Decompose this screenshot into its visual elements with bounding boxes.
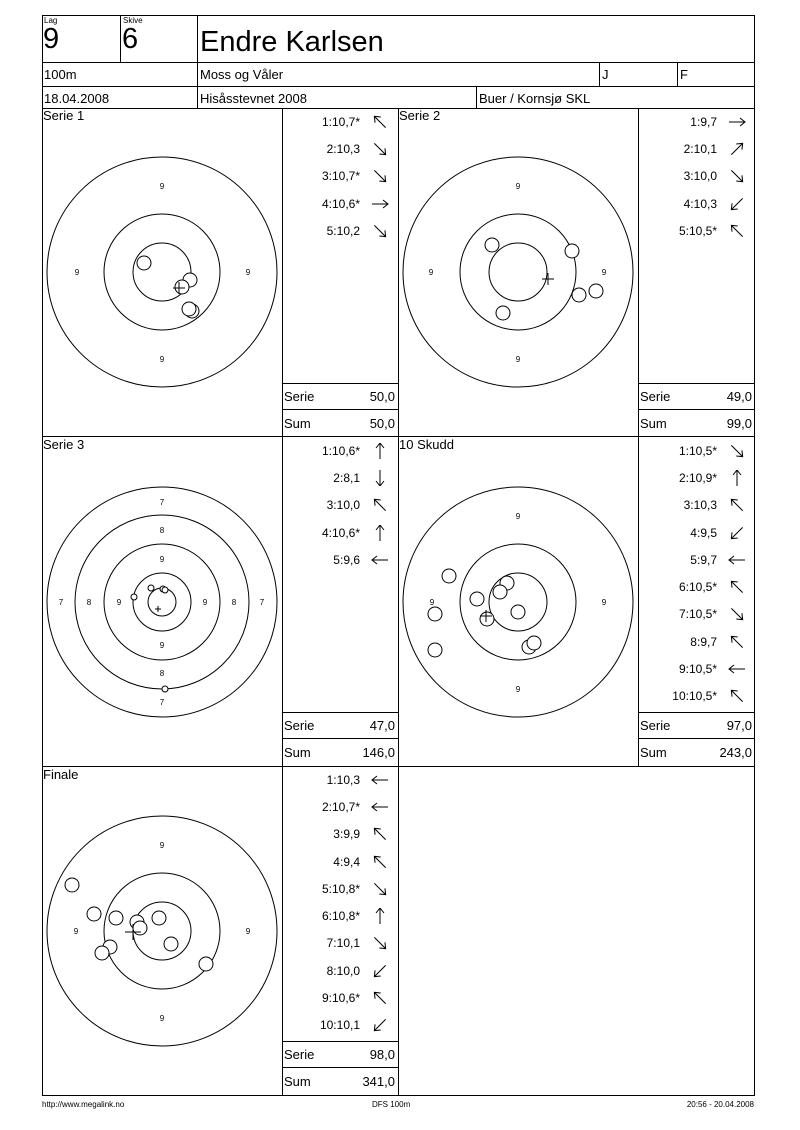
range: Buer / Kornsjø SKL: [479, 91, 591, 106]
direction-arrow-icon: [727, 470, 747, 486]
direction-arrow-icon: [370, 470, 390, 486]
direction-arrow-icon: [727, 661, 747, 677]
ring-label: 7: [159, 698, 165, 707]
shot-row: 9:10,5*: [638, 662, 755, 680]
shot-row: 1:9,7: [638, 115, 755, 133]
event: Hisåsstevnet 2008: [200, 91, 307, 106]
ring-label: 9: [116, 598, 122, 607]
footer-program: DFS 100m: [372, 1100, 411, 1109]
target-finale: [45, 814, 279, 1048]
direction-arrow-icon: [370, 497, 390, 513]
direction-arrow-icon: [727, 688, 747, 704]
shot-row: 5:9,7: [638, 553, 755, 571]
direction-arrow-icon: [370, 963, 390, 979]
sum-total: Sum 341,0: [284, 1074, 395, 1089]
ring-label: 9: [159, 355, 165, 364]
shot-row: 5:10,8*: [282, 882, 398, 900]
direction-arrow-icon: [370, 990, 390, 1006]
shot-hole: [164, 937, 178, 951]
totals-divider: [282, 409, 398, 410]
shot-hole: [428, 607, 442, 621]
shot-row: 5:10,5*: [638, 224, 755, 242]
ring-label: 9: [159, 841, 165, 850]
direction-arrow-icon: [727, 168, 747, 184]
shot-hole: [511, 605, 525, 619]
shot-row: 8:10,0: [282, 964, 398, 982]
ring-label: 8: [86, 598, 92, 607]
skive-label: Skive: [123, 16, 143, 25]
ring-label: 9: [74, 268, 80, 277]
sum-total: Sum 50,0: [284, 416, 395, 431]
direction-arrow-icon: [370, 141, 390, 157]
shot-hole: [572, 288, 586, 302]
shooter-name: Endre Karlsen: [200, 26, 384, 58]
direction-arrow-icon: [370, 881, 390, 897]
empty-area: [399, 767, 754, 1095]
panel-title: Serie 1: [43, 108, 85, 123]
ring-label: 9: [515, 685, 521, 694]
totals-divider: [638, 738, 755, 739]
serie-total: Serie 50,0: [284, 389, 395, 404]
shot-row: 2:10,7*: [282, 800, 398, 818]
ring-label: 8: [159, 526, 165, 535]
shot-row: 2:8,1: [282, 471, 398, 489]
shot-row: 5:9,6: [282, 553, 398, 571]
direction-arrow-icon: [370, 935, 390, 951]
shot-hole: [493, 585, 507, 599]
shot-row: 1:10,3: [282, 773, 398, 791]
totals-divider: [282, 1041, 398, 1042]
direction-arrow-icon: [370, 826, 390, 842]
shot-row: 4:10,6*: [282, 197, 398, 215]
shot-hole: [470, 592, 484, 606]
shot-row: 3:10,0: [638, 169, 755, 187]
direction-arrow-icon: [370, 114, 390, 130]
ring-label: 9: [515, 512, 521, 521]
shot-hole: [162, 587, 168, 593]
ring-label: 9: [601, 268, 607, 277]
totals-divider: [638, 712, 755, 713]
direction-arrow-icon: [727, 141, 747, 157]
panel-title: 10 Skudd: [399, 437, 454, 452]
skive-value: 6: [122, 23, 139, 55]
direction-arrow-icon: [727, 634, 747, 650]
direction-arrow-icon: [370, 525, 390, 541]
ring-label: 9: [159, 641, 165, 650]
shot-row: 10:10,1: [282, 1018, 398, 1036]
ring-label: 7: [159, 498, 165, 507]
panel-title: Serie 2: [399, 108, 441, 123]
header-divider: [599, 62, 600, 86]
direction-arrow-icon: [727, 196, 747, 212]
shot-row: 3:10,3: [638, 498, 755, 516]
shot-hole: [133, 921, 147, 935]
ring-label: 8: [159, 669, 165, 678]
ring-label: 9: [159, 182, 165, 191]
direction-arrow-icon: [727, 497, 747, 513]
sum-total: Sum 146,0: [284, 745, 395, 760]
ring-label: 8: [231, 598, 237, 607]
distance: 100m: [44, 67, 77, 82]
shot-row: 10:10,5*: [638, 689, 755, 707]
target-serie3: [45, 485, 279, 719]
direction-arrow-icon: [727, 579, 747, 595]
direction-arrow-icon: [370, 772, 390, 788]
shot-row: 1:10,7*: [282, 115, 398, 133]
target-serie2: [401, 155, 635, 389]
direction-arrow-icon: [727, 223, 747, 239]
shot-hole: [175, 280, 189, 294]
shot-row: 1:10,6*: [282, 444, 398, 462]
center-cross: [155, 606, 161, 612]
direction-arrow-icon: [370, 1017, 390, 1033]
ring-label: 9: [515, 182, 521, 191]
shot-row: 1:10,5*: [638, 444, 755, 462]
shot-hole: [565, 244, 579, 258]
serie-total: Serie 47,0: [284, 718, 395, 733]
ring-label: 7: [259, 598, 265, 607]
col-f: F: [680, 67, 688, 82]
shot-row: 8:9,7: [638, 635, 755, 653]
ring-label: 9: [428, 268, 434, 277]
ring-label: 7: [58, 598, 64, 607]
shot-row: 4:9,4: [282, 855, 398, 873]
shot-hole: [137, 256, 151, 270]
shot-row: 3:9,9: [282, 827, 398, 845]
direction-arrow-icon: [727, 525, 747, 541]
lag-value: 9: [43, 23, 60, 55]
header-divider: [42, 62, 755, 63]
shot-row: 7:10,1: [282, 936, 398, 954]
direction-arrow-icon: [727, 606, 747, 622]
panel-title: Finale: [43, 767, 79, 782]
date: 18.04.2008: [44, 91, 110, 106]
direction-arrow-icon: [370, 552, 390, 568]
shot-hole: [87, 907, 101, 921]
serie-total: Serie 97,0: [640, 718, 752, 733]
shot-hole: [148, 585, 154, 591]
shot-row: 4:10,6*: [282, 526, 398, 544]
sum-total: Sum 243,0: [640, 745, 752, 760]
direction-arrow-icon: [370, 854, 390, 870]
totals-divider: [638, 409, 755, 410]
shot-row: 5:10,2: [282, 224, 398, 242]
ring-label: 9: [515, 355, 521, 364]
shot-row: 6:10,5*: [638, 580, 755, 598]
shot-row: 7:10,5*: [638, 607, 755, 625]
ring-label: 9: [245, 268, 251, 277]
totals-divider: [282, 1067, 398, 1068]
shot-row: 9:10,6*: [282, 991, 398, 1009]
shot-hole: [199, 957, 213, 971]
shot-row: 4:10,3: [638, 197, 755, 215]
sum-total: Sum 99,0: [640, 416, 752, 431]
totals-divider: [638, 383, 755, 384]
direction-arrow-icon: [727, 114, 747, 130]
direction-arrow-icon: [370, 799, 390, 815]
header-divider: [120, 15, 121, 62]
direction-arrow-icon: [370, 168, 390, 184]
footer-timestamp: 20:56 - 20.04.2008: [686, 1100, 754, 1109]
ring-label: 9: [601, 598, 607, 607]
shot-hole: [589, 284, 603, 298]
shot-hole: [442, 569, 456, 583]
direction-arrow-icon: [370, 908, 390, 924]
shot-row: 2:10,9*: [638, 471, 755, 489]
shot-hole: [95, 946, 109, 960]
serie-total: Serie 98,0: [284, 1047, 395, 1062]
direction-arrow-icon: [370, 223, 390, 239]
center-cross: [542, 273, 554, 285]
ring-label: 9: [159, 555, 165, 564]
direction-arrow-icon: [727, 552, 747, 568]
shot-row: 2:10,1: [638, 142, 755, 160]
col-j: J: [602, 67, 609, 82]
shot-row: 6:10,8*: [282, 909, 398, 927]
shot-row: 2:10,3: [282, 142, 398, 160]
ring-label: 9: [159, 1014, 165, 1023]
header-divider: [677, 62, 678, 86]
shot-hole: [496, 306, 510, 320]
shot-hole: [527, 636, 541, 650]
totals-divider: [282, 738, 398, 739]
target-10-skudd: [401, 485, 635, 719]
shot-row: 3:10,7*: [282, 169, 398, 187]
totals-divider: [282, 712, 398, 713]
direction-arrow-icon: [370, 196, 390, 212]
shot-hole: [65, 878, 79, 892]
header-divider: [476, 86, 477, 109]
shot-hole: [485, 238, 499, 252]
ring-label: 9: [202, 598, 208, 607]
shot-hole: [162, 686, 168, 692]
shot-row: 4:9,5: [638, 526, 755, 544]
panel-title: Serie 3: [43, 437, 85, 452]
header-divider: [197, 15, 198, 109]
shot-hole: [152, 911, 166, 925]
shot-hole: [109, 911, 123, 925]
serie-total: Serie 49,0: [640, 389, 752, 404]
shot-hole: [182, 302, 196, 316]
shot-row: 3:10,0: [282, 498, 398, 516]
club: Moss og Våler: [200, 67, 284, 82]
lag-label: Lag: [44, 16, 58, 25]
direction-arrow-icon: [370, 443, 390, 459]
shot-hole: [428, 643, 442, 657]
totals-divider: [282, 383, 398, 384]
ring-label: 9: [73, 927, 79, 936]
shot-hole: [480, 612, 494, 626]
target-serie1: [45, 155, 279, 389]
ring-label: 9: [429, 598, 435, 607]
direction-arrow-icon: [727, 443, 747, 459]
shot-hole: [131, 594, 137, 600]
header-divider: [42, 86, 755, 87]
ring-label: 9: [245, 927, 251, 936]
footer-url: http://www.megalink.no: [42, 1100, 125, 1109]
